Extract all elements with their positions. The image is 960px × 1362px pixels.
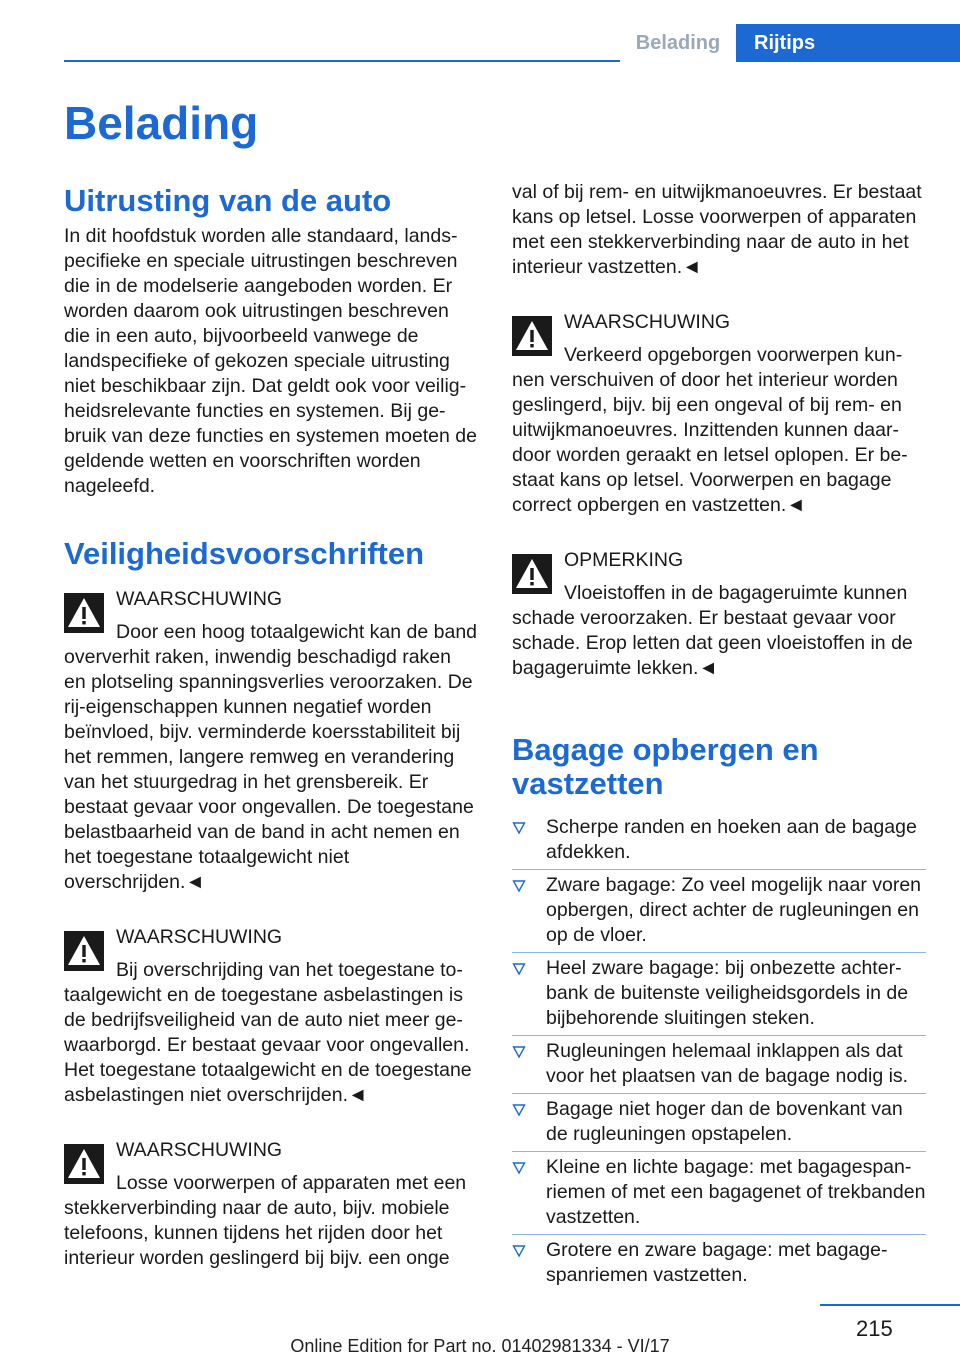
warning-note-1 [64,587,478,895]
warning-label: WAARSCHUWING [116,588,283,610]
warning-triangle-icon [64,593,104,633]
triangle-down-bullet-icon [512,1103,526,1117]
warning-text: Verkeerd opgeborgen voorwerpen kunnen verschuiven of door het interieur worden geslingerd, bijv. bij een ongeval of bij rem- en uitwijkmanoeuvres. Inzittenden kunnen daardoor worden geraakt en letsel oplopen. Er bestaat kans op letsel. Voorwerpen en bagage correct opbergen en vastzetten.◄ [512,344,908,516]
section-heading-luggage: Bagage opbergen en vastzetten [512,732,819,801]
list-divider [512,952,926,953]
list-item-text: Scherpe randen en hoeken aan de bagage afdekken. [546,816,917,863]
triangle-down-bullet-icon [512,962,526,976]
list-item-text: Heel zware bagage: bij onbezette achterbank de buitenste veiligheidsgordels in de bijbehorende sluitingen steken. [546,957,909,1029]
list-item [512,1097,926,1147]
list-divider [512,1035,926,1036]
warning-label: WAARSCHUWING [564,311,731,333]
list-item-text: Grotere en zware bagage: met bagagespanriemen vastzetten. [546,1239,888,1286]
warning-text: Door een hoog totaalgewicht kan de band oververhit raken, inwendig beschadigd raken en plotseling spanningsverlies veroorzaken. De rij-eigenschappen kunnen negatief worden beïnvloed, bijv. verminderde koersstabiliteit bij het remmen, langere remweg en verandering van het stuurgedrag in het grensbereik. Er bestaat gevaar voor ongevallen. De toegestane belastbaarheid van de band in acht nemen en het toegestane totaalgewicht niet overschrijden.◄ [64,621,478,893]
right-column [512,180,926,1296]
list-item-text: Zware bagage: Zo veel mogelijk naar voren opbergen, direct achter de rugleuningen en op de vloer. [546,874,922,946]
footer-rule [820,1304,960,1306]
warning-triangle-icon [64,931,104,971]
warning-triangle-icon [512,554,552,594]
section-heading-equipment: Uitrusting van de auto [64,183,392,218]
warning-note-2 [64,925,478,1108]
triangle-down-bullet-icon [512,1045,526,1059]
tab-chapter[interactable]: Rijtips [736,24,960,62]
warning-label: WAARSCHUWING [116,926,283,948]
list-item [512,1238,926,1288]
warning-triangle-icon [512,316,552,356]
list-divider [512,1151,926,1152]
warning-label: WAARSCHUWING [116,1139,283,1161]
list-item-text: Bagage niet hoger dan de bovenkant van de rugleuningen opstapelen. [546,1098,903,1145]
luggage-list [512,815,926,1288]
triangle-down-bullet-icon [512,879,526,893]
edition-footer: Online Edition for Part no. 01402981334 - VI/17 [290,1336,670,1356]
triangle-down-bullet-icon [512,1161,526,1175]
list-item [512,815,926,865]
list-item [512,873,926,948]
list-divider [512,1093,926,1094]
section-body-equipment: In dit hoofdstuk worden alle standaard, landspecifieke en speciale uitrustingen beschreven die in de modelserie aangeboden worden. Er worden daarom ook uitrustingen beschreven die in een auto, bijvoorbeeld vanwege de landspecifieke of gekozen speciale uitrusting niet beschikbaar zijn. Dat geldt ook voor veiligheidsrelevante functies en systemen. Bij gebruik van deze functies en systemen moeten de geldende wetten en voorschriften worden nageleefd. [64,225,477,497]
note-label: OPMERKING [564,549,684,571]
list-item-text: Rugleuningen helemaal inklappen als dat voor het plaatsen van de bagage nodig is. [546,1040,909,1087]
warning-triangle-icon [64,1144,104,1184]
list-divider [512,1234,926,1235]
note-text: Vloeistoffen in de bagageruimte kunnen schade veroorzaken. Er bestaat gevaar voor schade. Erop letten dat geen vloeistoffen in de bagageruimte lekken.◄ [512,582,913,679]
list-item [512,1039,926,1089]
list-divider [512,869,926,870]
list-item-text: Kleine en lichte bagage: met bagagespanriemen of met een bagagenet of trekbanden vastzetten. [546,1156,926,1228]
warning-note-3 [64,1138,478,1271]
page-title: Belading [64,97,259,149]
left-column [64,184,478,1271]
warning-note-4 [512,310,926,518]
triangle-down-bullet-icon [512,821,526,835]
tab-section[interactable]: Belading [620,24,736,62]
list-item [512,1155,926,1230]
triangle-down-bullet-icon [512,1244,526,1258]
note-5 [512,548,926,681]
list-item [512,956,926,1031]
warning-text: Bij overschrijding van het toegestane totaalgewicht en de toegestane asbelastingen is de bedrijfsveiligheid van de auto niet meer gewaarborgd. Er bestaat gevaar voor ongevallen. Het toegestane totaalgewicht en de toegestane asbelastingen niet overschrijden.◄ [64,959,472,1106]
page-number: 215 [856,1316,893,1341]
warning-text: Losse voorwerpen of apparaten met een stekkerverbinding naar de auto, bijv. mobiele telefoons, kunnen tijdens het rijden door het interieur worden geslingerd bij bijv. een onge [64,1172,467,1269]
warning-continuation: val of bij rem- en uitwijkmanoeuvres. Er bestaat kans op letsel. Losse voorwerpen of apparaten met een stekkerverbinding naar de auto in het interieur vastzetten.◄ [512,181,922,278]
section-heading-safety: Veiligheidsvoorschriften [64,536,425,571]
